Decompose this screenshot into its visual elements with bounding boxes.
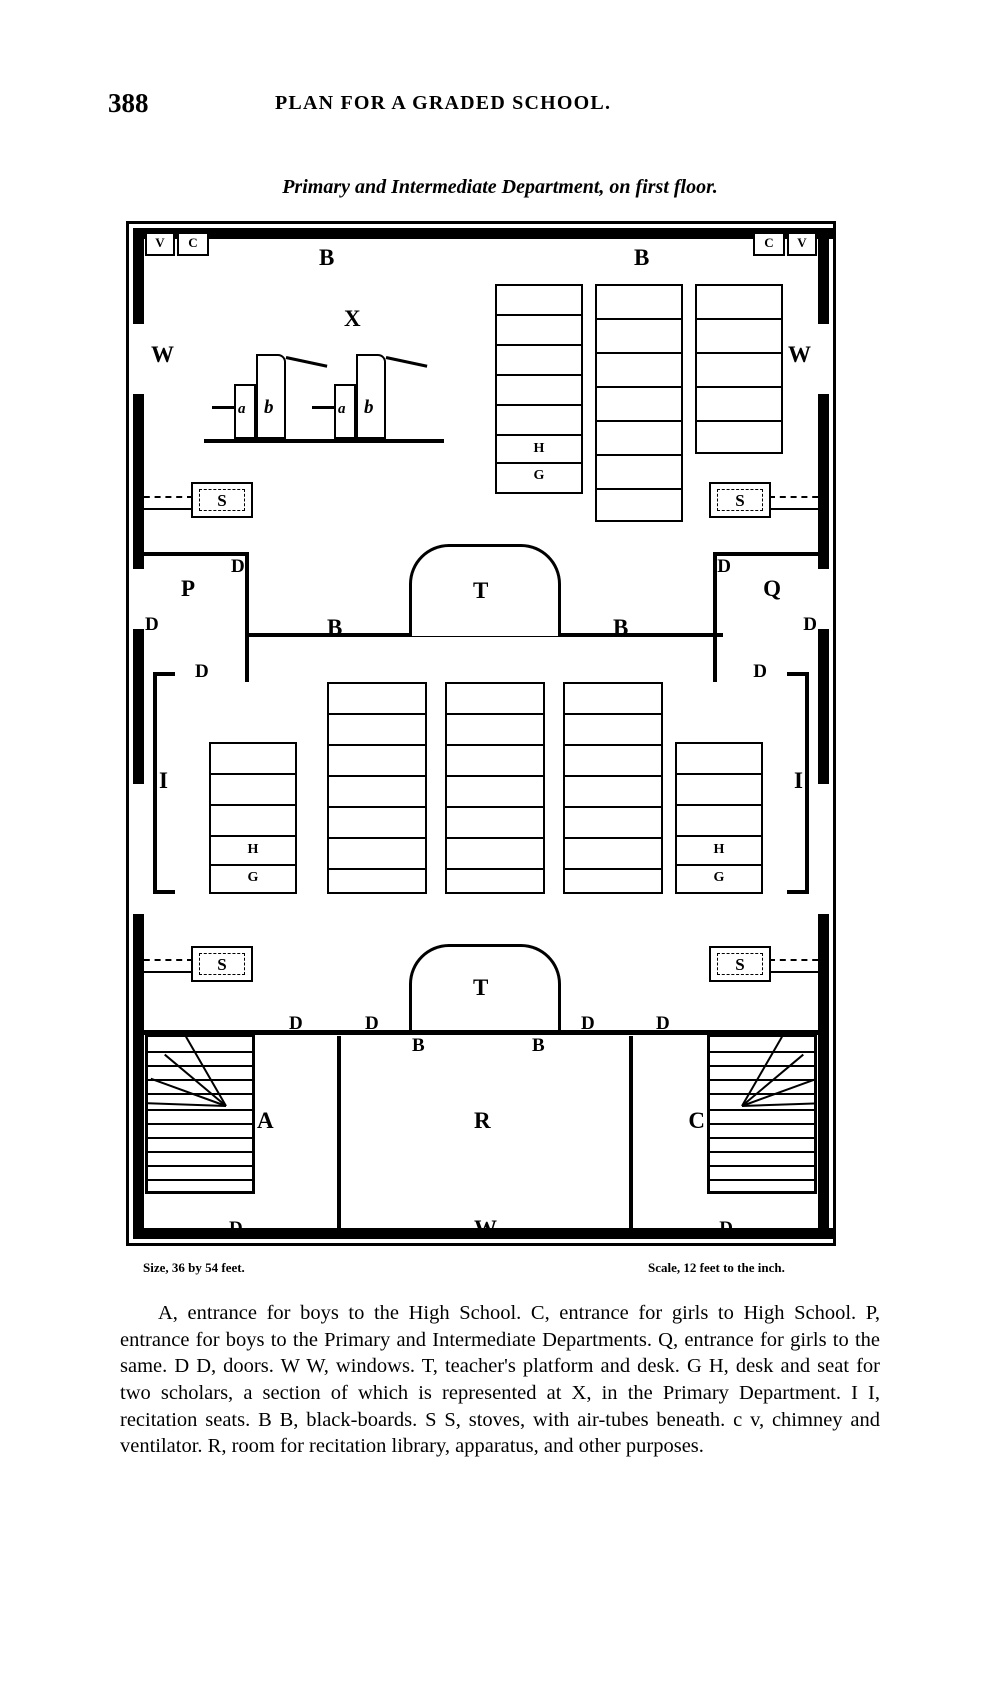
desk-unit [565,808,661,839]
desk-block-mid-1 [209,742,297,894]
stairs-right [707,1034,817,1194]
air-tube-right-upper-2 [769,508,829,510]
door-label: D [656,1013,670,1034]
desk-unit [497,316,581,346]
stove-label: S [735,491,745,510]
detail-desk-top-1 [286,356,328,368]
desk-unit [329,870,425,892]
entrance-label-q: Q [763,576,781,601]
desk-unit [329,808,425,839]
desk-block-mid-2 [327,682,427,894]
desk-unit [497,376,581,406]
desk-unit [565,870,661,892]
desk-block-top-2 [595,284,683,522]
desk-unit [677,744,761,775]
desk-unit-seat-h [497,436,581,464]
desk-block-mid-4 [563,682,663,894]
air-tube-right-lower [769,959,829,961]
running-head: PLAN FOR A GRADED SCHOOL. [275,92,612,114]
entrance-label-c: C [688,1108,705,1133]
desk-unit-desk-g [211,866,295,894]
stove-left-lower [191,946,253,982]
explanation-text: A, entrance for boys to the High School. C, entrance for girls to High School. P, entrance for boys to the Primary and Intermediate Departments. Q, entrance for girls to the same. D D, doors. W W, windows. T, teacher's platform and desk. G H, desk and seat for two scholars, a section of which is represented at X, in the Primary Department. I I, recitation seats. B B, black-boards. S S, stoves, with air-tubes beneath. c v, chimney and ventilator. R, room for recitation library, apparatus, and other purposes. [120,1302,880,1458]
desk-unit [211,775,295,806]
recitation-seat-left-bench [153,672,157,894]
stove-label: S [735,955,745,974]
window-label-right: W [788,342,811,367]
door-label: D [803,614,817,635]
door-label: D [145,614,159,635]
size-note: Size, 36 by 54 feet. [143,1260,245,1275]
blackboard-top-right: B [634,245,650,270]
desk-unit [677,775,761,806]
desk-unit [447,870,543,892]
entrance-label-a: A [257,1108,274,1133]
corner-box-chimney-left: C [177,232,209,256]
door-label: D [581,1013,595,1034]
desk-unit-desk-g [677,866,761,894]
stairs-left [145,1034,255,1194]
recitation-seat-label-right: I [794,768,803,793]
window-gap-left-3 [133,784,144,914]
stove-left-upper [191,482,253,518]
corner-box-chimney-right: C [753,232,785,256]
desk-unit [447,684,543,715]
air-tube-right-upper [769,496,829,498]
floor-plan-figure [126,221,836,1246]
door-label: D [365,1013,379,1034]
detail-letter-b-2: b [364,397,374,418]
air-tube-right-lower-2 [769,971,829,973]
desk-label-g: G [533,468,545,483]
desk-unit [597,388,681,422]
desk-unit [565,684,661,715]
desk-unit [697,422,781,452]
desk-unit [565,746,661,777]
corner-box-ventilator-right: V [787,232,817,256]
desk-unit [597,286,681,320]
teacher-platform-label: T [473,578,489,603]
desk-block-top-3 [695,284,783,454]
desk-unit [329,746,425,777]
desk-label-g: G [247,870,259,885]
desk-unit [697,354,781,388]
recitation-room-label-r: R [474,1108,491,1133]
corridor-wall-left [337,1036,341,1236]
door-label: D [229,1218,243,1239]
desk-unit [597,490,681,520]
recitation-seat-label-left: I [159,768,168,793]
detail-seat-bracket-2 [312,406,336,409]
detail-floor-line [204,439,444,443]
desk-unit [597,320,681,354]
desk-unit-desk-g [497,464,581,492]
teacher-platform-label-lower: T [473,975,489,1000]
partition-left-vert [245,552,249,682]
door-label: D [717,556,731,577]
desk-unit-seat-h [211,837,295,866]
desk-block-mid-3 [445,682,545,894]
figure-caption: Primary and Intermediate Department, on first floor. [282,176,718,198]
stove-label: S [217,491,227,510]
window-gap-left-1 [133,324,144,394]
seat-label-h: H [533,441,545,456]
detail-letter-a-2: a [338,401,346,417]
desk-unit [597,422,681,456]
detail-marker-x: X [344,306,361,331]
wall-top [133,228,835,239]
stove-right-lower [709,946,771,982]
desk-unit [447,777,543,808]
desk-block-top-1 [495,284,583,494]
air-tube-left-lower-2 [133,971,193,973]
recitation-seat-right-bench [805,672,809,894]
blackboard-top-left: B [319,245,335,270]
desk-unit [447,808,543,839]
detail-desk-top-2 [386,356,428,368]
desk-section-detail [204,334,444,449]
desk-unit [329,715,425,746]
air-tube-left-lower [133,959,193,961]
recitation-seat-right-end [787,672,809,676]
seat-label-h: H [247,842,259,857]
door-label: D [289,1013,303,1034]
blackboard-mid-right: B [613,615,629,640]
desk-unit [447,839,543,870]
desk-unit [497,346,581,376]
page-header [0,88,1000,118]
window-label-bottom: W [474,1216,497,1241]
door-label: D [719,1218,733,1239]
desk-unit [697,320,781,354]
desk-unit [447,715,543,746]
explanation-paragraph [120,1300,880,1460]
air-tube-left-upper-2 [133,508,193,510]
desk-unit [677,806,761,837]
desk-unit [497,286,581,316]
window-gap-right-1 [818,324,829,394]
desk-unit [211,744,295,775]
desk-unit [697,388,781,422]
window-label-left: W [151,342,174,367]
air-tube-left-upper [133,496,193,498]
desk-unit [329,777,425,808]
desk-unit [447,746,543,777]
desk-unit [565,777,661,808]
door-label: D [195,661,209,682]
corridor-wall-right [629,1036,633,1236]
blackboard-bottom-right: B [532,1035,545,1056]
detail-seat-bracket-1 [212,406,236,409]
blackboard-bottom-left: B [412,1035,425,1056]
desk-unit [211,806,295,837]
seat-label-h: H [713,842,725,857]
desk-unit [497,406,581,436]
door-label: D [753,661,767,682]
desk-unit [597,354,681,388]
desk-unit [597,456,681,490]
stove-label: S [217,955,227,974]
desk-label-g: G [713,870,725,885]
desk-unit [329,839,425,870]
detail-letter-b-1: b [264,397,274,418]
recitation-seat-left-end2 [153,890,175,894]
recitation-seat-left-end [153,672,175,676]
desk-unit [329,684,425,715]
corner-box-ventilator-left: V [145,232,175,256]
window-gap-left-2 [133,569,144,629]
desk-block-mid-5 [675,742,763,894]
window-gap-right-2 [818,569,829,629]
desk-unit [697,286,781,320]
page-number: 388 [108,88,149,118]
scale-note: Scale, 12 feet to the inch. [648,1260,785,1275]
desk-unit-seat-h [677,837,761,866]
window-gap-right-3 [818,784,829,914]
desk-unit [565,715,661,746]
detail-letter-a-1: a [238,401,246,417]
entrance-label-p: P [181,576,196,601]
desk-unit [565,839,661,870]
stove-right-upper [709,482,771,518]
recitation-seat-right-end2 [787,890,809,894]
blackboard-mid-left: B [327,615,343,640]
door-label: D [231,556,245,577]
